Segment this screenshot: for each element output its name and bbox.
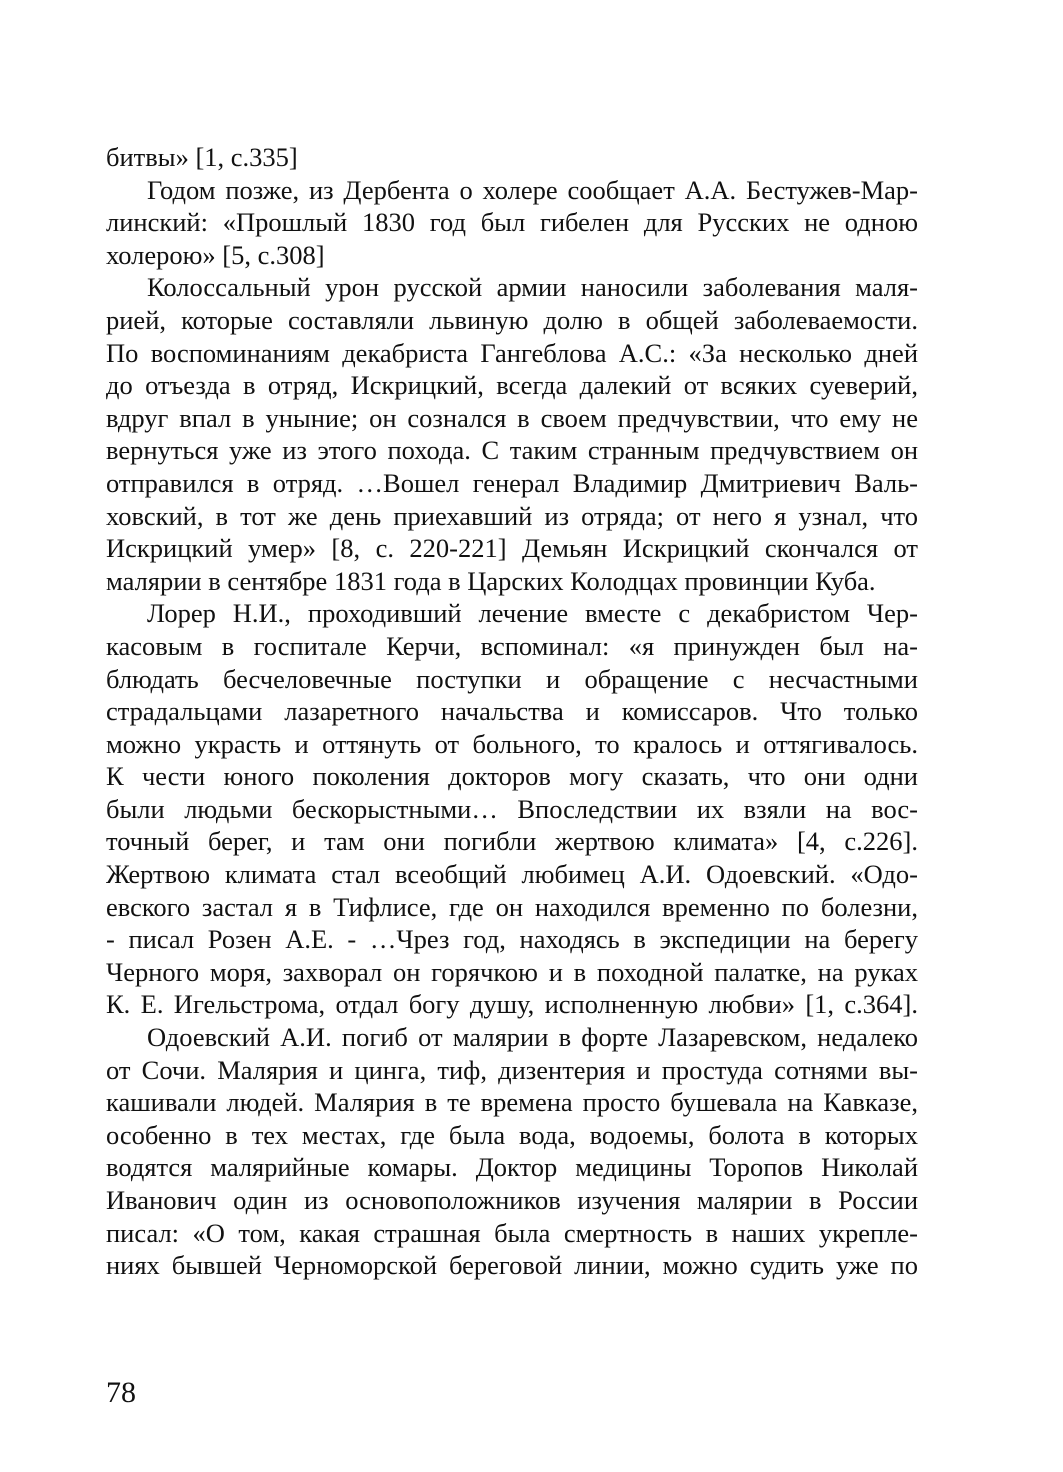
text-line: от Сочи. Малярия и цинга, тиф, дизентерия и простуда сотнями вы-	[106, 1054, 918, 1085]
text-line: блюдать бесчеловечные поступки и обращение с несчастными	[106, 663, 918, 694]
text-line: касовым в госпитале Керчи, вспоминал: «я принужден был на-	[106, 630, 918, 661]
text-line: Колоссальный урон русской армии наносили заболевания маля-	[147, 272, 918, 303]
text-line: линский: «Прошлый 1830 год был гибелен для Русских не одною	[106, 207, 918, 238]
text-line: водятся малярийные комары. Доктор медицины Торопов Николай	[106, 1152, 918, 1183]
text-line: Жертвою климата стал всеобщий любимец А.И. Одоевский. «Одо-	[106, 859, 918, 890]
text-line: писал: «О том, какая страшная была смертность в наших укрепле-	[106, 1217, 918, 1248]
text-line: К. Е. Игельстрома, отдал богу душу, исполненную любви» [1, с.364].	[106, 989, 918, 1020]
text-line: Иванович один из основоположников изучения малярии в России	[106, 1185, 918, 1215]
text-line: евского застал я в Тифлисе, где он находился временно по болезни,	[106, 891, 918, 922]
body-text	[106, 141, 918, 1282]
text-line: По воспоминаниям декабриста Гангеблова А.С.: «За несколько дней	[106, 337, 918, 368]
text-line: вдруг впал в уныние; он сознался в своем предчувствии, что ему не	[106, 402, 918, 433]
text-line: К чести юного поколения докторов могу сказать, что они одни	[106, 761, 918, 792]
text-line: Черного моря, захворал он горячкою и в походной палатке, на руках	[106, 956, 918, 987]
text-line: битвы» [1, с.335]	[106, 142, 298, 172]
text-line: ниях бывшей Черноморской береговой линии, можно судить уже по	[106, 1250, 918, 1281]
text-line: точный берег, и там они погибли жертвою климата» [4, с.226].	[106, 826, 918, 857]
text-line: вернуться уже из этого похода. С таким странным предчувствием он	[106, 435, 918, 466]
text-line: страдальцами лазаретного начальства и комиссаров. Что только	[106, 696, 918, 727]
text-line: Годом позже, из Дербента о холере сообщает А.А. Бестужев-Мар-	[147, 174, 918, 205]
text-line: холерою» [5, с.308]	[106, 239, 325, 270]
text-line: - писал Розен А.Е. - …Чрез год, находясь в экспедиции на берегу	[106, 924, 918, 955]
text-line: Лорер Н.И., проходивший лечение вместе с декабристом Чер-	[147, 598, 918, 629]
text-line: рией, которые составляли львиную долю в общей заболеваемости.	[106, 304, 918, 335]
text-line: малярии в сентябре 1831 года в Царских Колодцах провинции Куба.	[106, 565, 876, 596]
text-line: отправился в отряд. …Вошел генерал Владимир Дмитриевич Валь-	[106, 467, 918, 498]
text-line: особенно в тех местах, где была вода, водоемы, болота в которых	[106, 1119, 918, 1150]
text-line: до отъезда в отряд, Искрицкий, всегда далекий от всяких суеверий,	[106, 370, 918, 401]
text-line: можно украсть и оттянуть от больного, то кралось и оттягивалось.	[106, 728, 918, 759]
text-line: Одоевский А.И. погиб от малярии в форте Лазаревском, недалеко	[147, 1022, 918, 1053]
text-line: были людьми бескорыстными… Впоследствии их взяли на вос-	[106, 793, 918, 824]
text-line: кашивали людей. Малярия в те времена просто бушевала на Кавказе,	[106, 1087, 918, 1118]
text-line: ховский, в тот же день приехавший из отряда; от него я узнал, что	[106, 500, 918, 531]
text-line: Искрицкий умер» [8, с. 220-221] Демьян Искрицкий скончался от	[106, 533, 918, 564]
page-number: 78	[106, 1376, 136, 1409]
